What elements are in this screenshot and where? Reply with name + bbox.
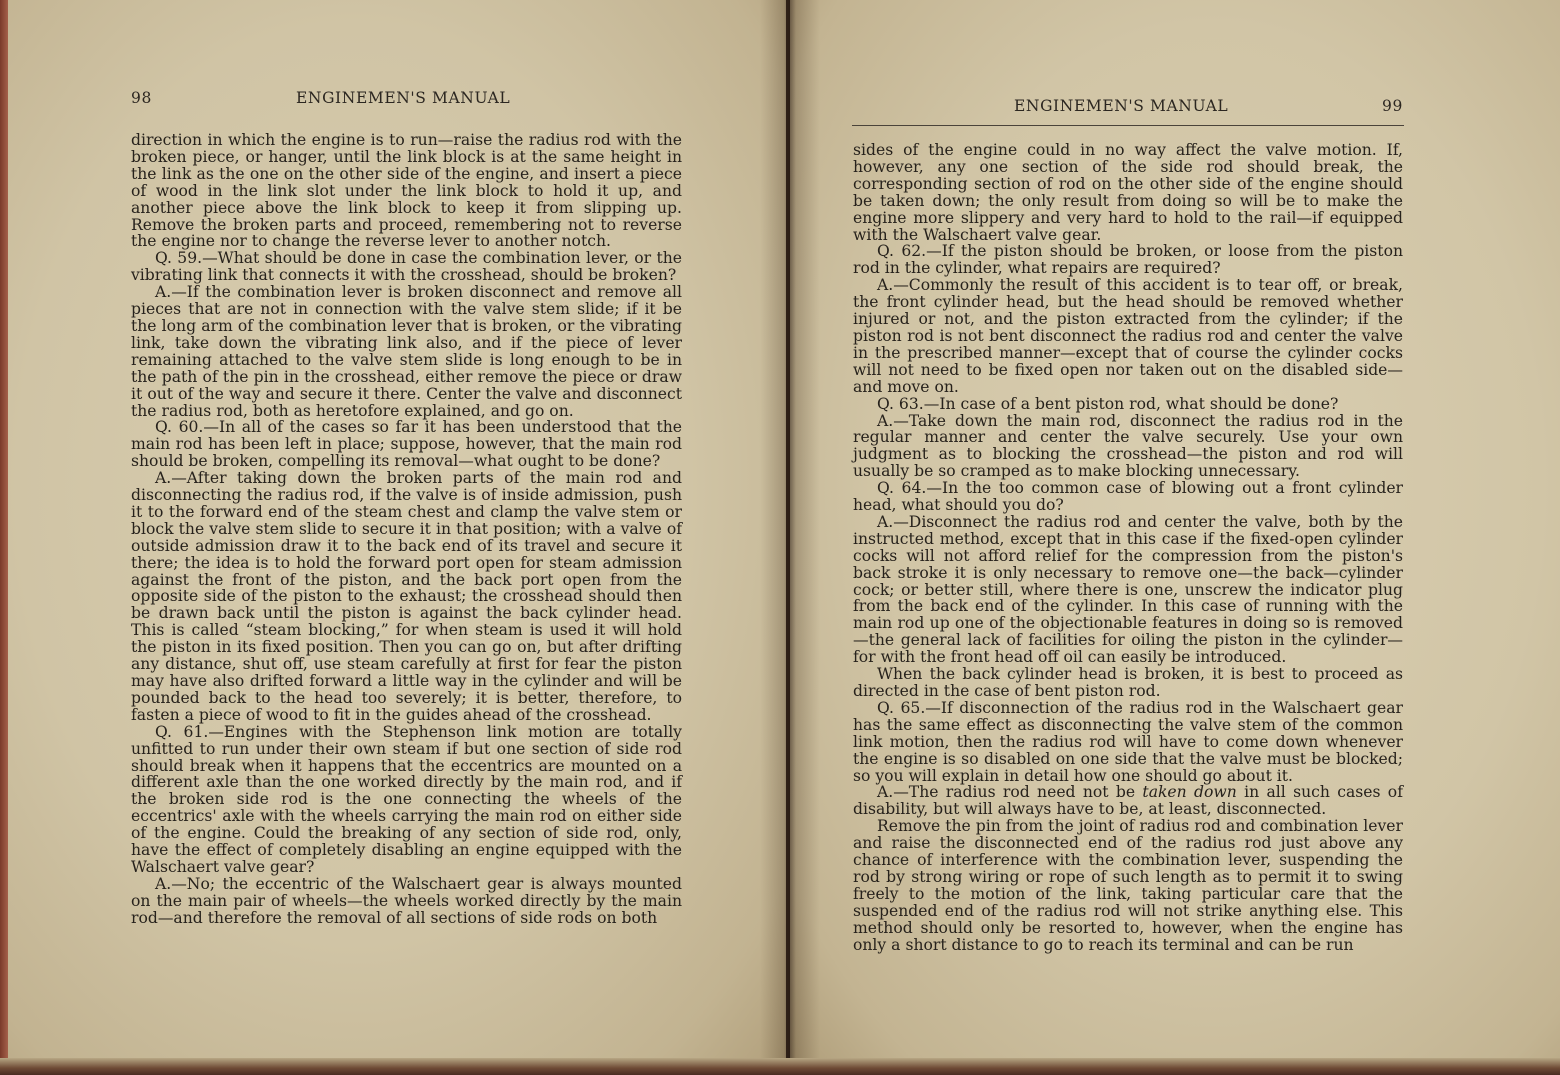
page-number: 98 <box>131 89 152 107</box>
paragraph: sides of the engine could in no way affect the valve motion. If, however, any one section of the side rod should break, the corresponding section of rod on the other side of the engine should be taken down; the only result from doing so will be to make the engine more slippery and very hard to hold to the rail—if equipped with the Walschaert valve gear. <box>853 141 1403 244</box>
paragraph: Q. 63.—In case of a bent piston rod, what should be done? <box>877 394 1339 413</box>
cover-edge-bottom <box>0 1058 1560 1075</box>
paragraph: A.—Take down the main rod, disconnect the radius rod in the regular manner and center the valve securely. Use your own judgment as to blocking the crosshead—the piston and rod will usually be so cramped as to make blocking unnecessary. <box>853 411 1403 481</box>
paragraph: Q. 60.—In all of the cases so far it has been understood that the main rod has been left in place; suppose, however, that the main rod should be broken, compelling its removal—what ought to be done? <box>131 418 682 471</box>
paragraph: Q. 59.—What should be done in case the combination lever, or the vibrating link that connects it with the crosshead, should be broken? <box>131 249 682 285</box>
running-head: ENGINEMEN'S MANUAL <box>296 89 511 107</box>
right-page-body <box>853 142 1403 954</box>
paragraph: Q. 61.—Engines with the Stephenson link motion are totally unfitted to run under their own steam if but one section of side rod should break when it happens that the eccentrics are mounted on a different axle than the one worked directly by the main rod, and if the broken side rod is the one connecting the wheels of the eccentrics' axle with the wheels carrying the main rod on either side of the engine. Could the breaking of any section of side rod, only, have the effect of completely disabling an engine equipped with the Walschaert valve gear? <box>131 722 682 876</box>
cover-edge <box>0 0 8 1075</box>
paragraph: Q. 62.—If the piston should be broken, or loose from the piston rod in the cylinder, what repairs are required? <box>853 242 1403 278</box>
paragraph: A.—Disconnect the radius rod and center the valve, both by the instructed method, except that in this case if the fixed-open cylinder cocks will not afford relief for the compression from the piston's back stroke it is only necessary to remove one—the back—cylinder cock; or better still, where there is one, unscrew the indicator plug from the back end of the cylinder. In this case of running with the main rod up one of the objectionable features in doing so is removed—the general lack of facilities for oiling the piston in the cylinder—for with the front head off oil can easily be introduced. <box>853 512 1403 667</box>
paragraph: A.—No; the eccentric of the Walschaert gear is always mounted on the main pair of wheels—the wheels worked directly by the main rod—and therefore the removal of all sections of side rods on both <box>131 874 682 927</box>
header-rule <box>852 125 1404 126</box>
paragraph: A.—After taking down the broken parts of the main rod and disconnecting the radius rod, if the valve is of inside admission, push it to the forward end of the steam chest and clamp the valve stem or block the valve stem slide to secure it in that position; with a valve of outside admission draw it to the back end of its travel and secure it there; the idea is to hold the forward port open for steam admission against the front of the piston, and the back port open from the opposite side of the piston to the exhaust; the crosshead should then be drawn back until the piston is against the back cylinder head. This is called “steam blocking,” for when steam is used it will hold the piston in its fixed position. Then you can go on, but after drifting any distance, shut off, use steam carefully at first for fear the piston may have also drifted forward a little way in the cylinder and will be pounded back to the head too severely; it is better, therefore, to fasten a piece of wood to fit in the guides ahead of the crosshead. <box>131 469 682 724</box>
paragraph: Q. 64.—In the too common case of blowing out a front cylinder head, what should you do? <box>853 479 1403 515</box>
paragraph: A.—Commonly the result of this accident is to tear off, or break, the front cylinder head, but the head should be removed whether injured or not, and the piston extracted from the cylinder; if the piston rod is not bent disconnect the radius rod and center the valve in the prescribed manner—except that of course the cylinder cocks will not need to be fixed open nor taken out on the disabled side—and move on. <box>853 276 1403 396</box>
right-page <box>790 0 1560 1075</box>
paragraph: Q. 65.—If disconnection of the radius rod in the Walschaert gear has the same effect as disconnecting the valve stem of the common link motion, then the radius rod will have to come down whenever the engine is so disabled on one side that the valve must be blocked; so you will explain in detail how one should go about it. <box>853 698 1403 785</box>
running-head: ENGINEMEN'S MANUAL <box>1014 97 1229 115</box>
paragraph: When the back cylinder head is broken, it is best to proceed as directed in the case of bent piston rod. <box>853 665 1403 700</box>
paragraph <box>853 784 1403 818</box>
paragraph: A.—If the combination lever is broken disconnect and remove all pieces that are not in connection with the valve stem slide; if it be the long arm of the combination lever that is broken, or the vibrating link, take down the vibrating link also, and if the piece of lever remaining attached to the valve stem slide is long enough to be in the path of the pin in the crosshead, either remove the piece or draw it out of the way and secure it there. Center the valve and disconnect the radius rod, both as heretofore explained, and go on. <box>131 283 682 420</box>
paragraph: Remove the pin from the joint of radius rod and combination lever and raise the disconnected end of the radius rod just above any chance of interference with the combination lever, suspending the rod by strong wiring or rope of such length as to permit it to swing freely to the motion of the link, taking particular care that the suspended end of the radius rod will not strike anything else. This method should only be resorted to, however, when the engine has only a short distance to go to reach its terminal and can be run <box>853 817 1403 954</box>
paragraph: direction in which the engine is to run—raise the radius rod with the broken piece, or hanger, until the link block is at the same height in the link as the one on the other side of the engine, and insert a piece of wood in the link slot under the link block to hold it up, and another piece above the link block to keep it from slipping up. Remove the broken parts and proceed, remembering not to reverse the engine nor to change the reverse lever to another notch. <box>131 131 682 251</box>
text-run: in all such cases of disability, but will always have to be, at least, disconnected. <box>853 783 1403 819</box>
left-page-body <box>131 132 682 927</box>
page-number: 99 <box>1382 97 1403 115</box>
text-run: A.—The radius rod need not be <box>877 783 1143 802</box>
italic-text: taken down <box>1142 783 1237 802</box>
